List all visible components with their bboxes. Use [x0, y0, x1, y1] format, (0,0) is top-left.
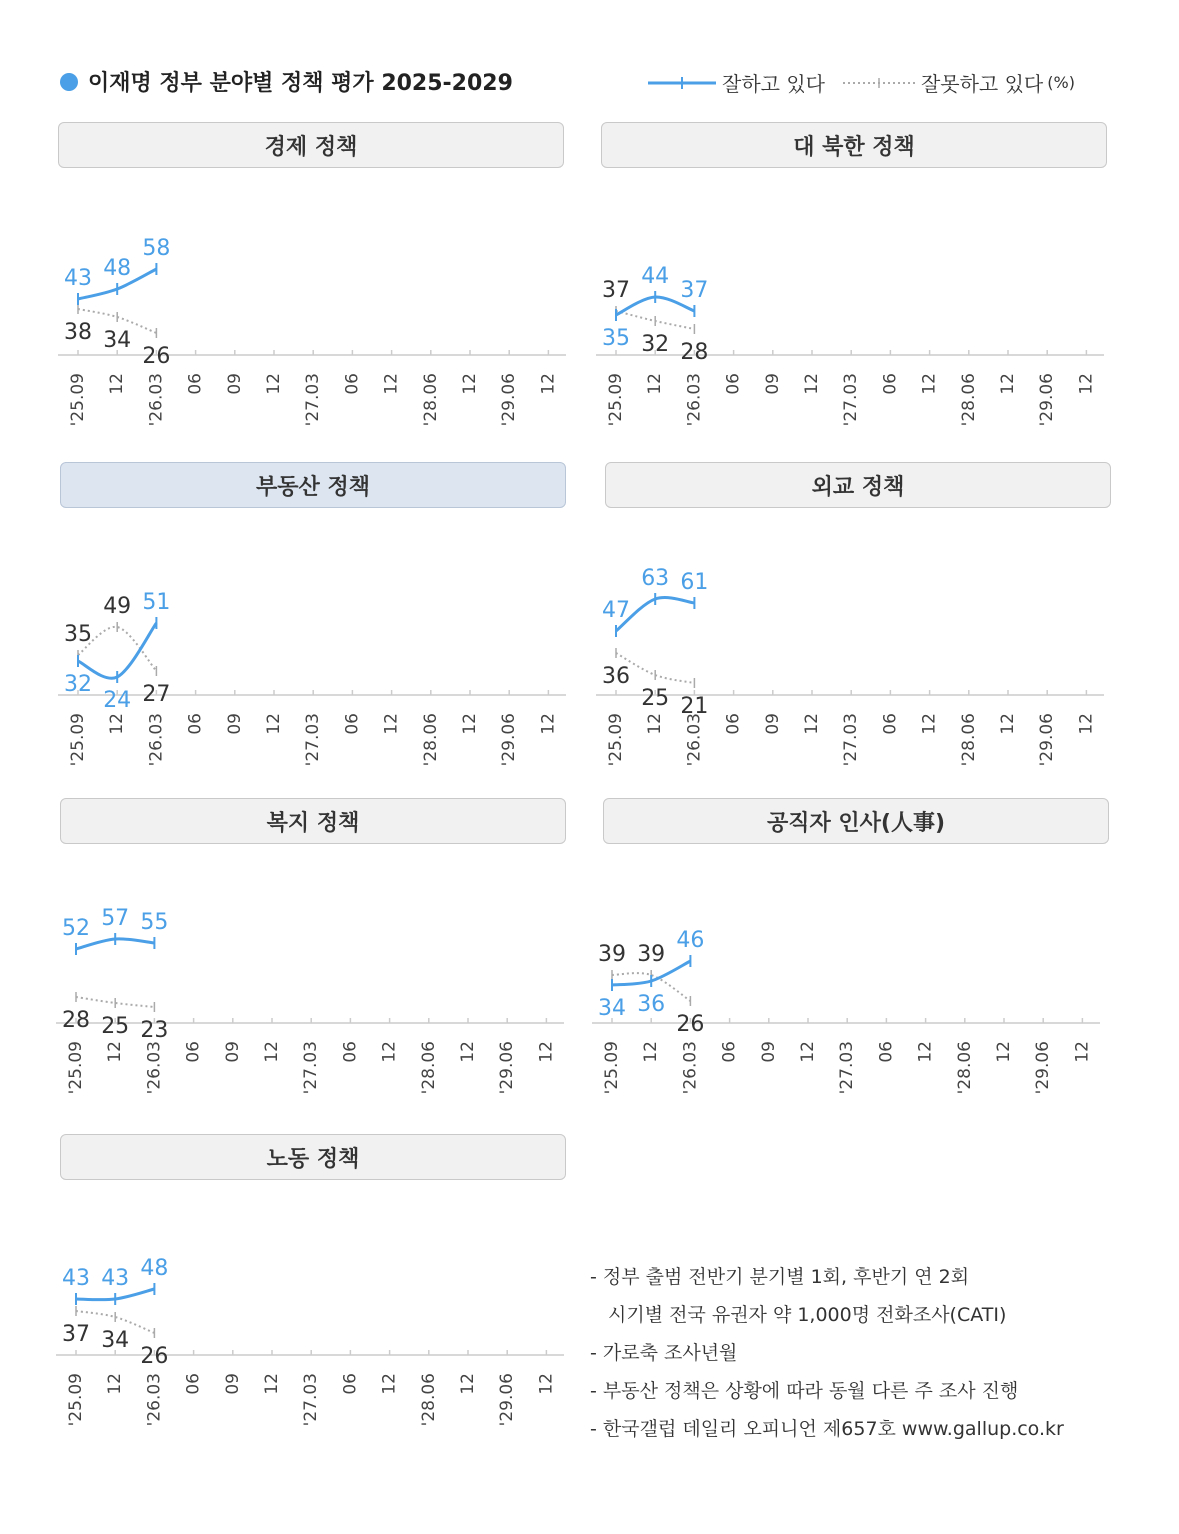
x-tick-label: 12 — [998, 373, 1018, 395]
x-tick-label: 06 — [342, 713, 363, 735]
footnote-line: - 한국갤럽 데일리 오피니언 제657호 www.gallup.co.kr — [590, 1418, 1064, 1440]
x-tick-label: '28.06 — [954, 1041, 975, 1095]
x-tick-label: 12 — [915, 1041, 936, 1063]
x-tick-label: 12 — [998, 713, 1018, 735]
legend-bad-line-icon — [841, 76, 917, 90]
chart-welfare — [56, 858, 566, 1108]
x-tick-label: '28.06 — [418, 1373, 439, 1427]
x-tick-label: '26.03 — [144, 1373, 165, 1427]
x-tick-label: 12 — [919, 373, 940, 395]
data-label-good: 43 — [62, 1266, 90, 1291]
panel-title-diplomacy: 외교 정책 — [605, 462, 1111, 508]
data-label-good: 52 — [62, 916, 90, 941]
x-tick-label: 09 — [762, 713, 783, 735]
x-tick-label: 12 — [381, 373, 402, 395]
x-tick-label: 09 — [222, 1373, 243, 1395]
x-tick-label: '29.06 — [1033, 1041, 1054, 1095]
legend-good-line-icon — [646, 76, 718, 90]
data-label-bad: 39 — [637, 942, 666, 967]
x-tick-label: '25.09 — [66, 1373, 86, 1427]
x-tick-label: 12 — [802, 713, 822, 735]
data-label-good: 36 — [637, 992, 666, 1017]
data-label-bad: 32 — [641, 332, 670, 357]
x-tick-label: 06 — [340, 1373, 361, 1395]
chart-appointments — [592, 858, 1102, 1108]
data-label-bad: 26 — [140, 1344, 169, 1369]
x-tick-label: '28.06 — [418, 1041, 439, 1095]
x-tick-label: 12 — [379, 1041, 400, 1063]
panel-title-economy: 경제 정책 — [58, 122, 564, 168]
footnote-line: - 정부 출범 전반기 분기별 1회, 후반기 연 2회 — [590, 1266, 970, 1288]
panel-title-north-korea: 대 북한 정책 — [601, 122, 1107, 168]
data-label-good: 24 — [103, 688, 132, 713]
x-tick-label: '27.03 — [303, 373, 324, 427]
x-tick-label: '25.09 — [66, 1041, 86, 1095]
x-tick-label: 06 — [185, 713, 206, 735]
x-tick-label: 12 — [379, 1373, 400, 1395]
x-tick-label: 12 — [538, 373, 559, 395]
data-label-bad: 21 — [680, 694, 709, 719]
title-dot-icon — [60, 73, 78, 91]
x-tick-label: '29.06 — [499, 713, 520, 767]
x-tick-label: 06 — [723, 373, 744, 395]
x-tick-label: '25.09 — [68, 713, 88, 767]
panel-title-appointments: 공직자 인사(人事) — [603, 798, 1109, 844]
data-label-good: 48 — [103, 256, 132, 281]
data-label-bad: 34 — [103, 328, 132, 353]
x-tick-label: 12 — [1076, 713, 1097, 735]
x-tick-label: 12 — [645, 373, 666, 395]
x-tick-label: 12 — [1076, 373, 1097, 395]
x-tick-label: 12 — [458, 1373, 478, 1395]
x-tick-label: '27.03 — [837, 1041, 858, 1095]
data-label-bad: 25 — [101, 1014, 130, 1039]
legend-bad-label: 잘못하고 있다 — [920, 72, 1044, 96]
footnotes — [590, 1258, 1170, 1448]
data-label-good: 32 — [64, 672, 92, 697]
chart-labor — [56, 1190, 566, 1440]
x-tick-label: '27.03 — [841, 373, 862, 427]
data-label-good: 58 — [142, 236, 171, 261]
data-label-good: 34 — [598, 996, 626, 1021]
x-tick-label: 12 — [107, 373, 128, 395]
x-tick-label: '28.06 — [958, 373, 979, 427]
x-tick-label: 12 — [262, 1041, 282, 1063]
x-tick-label: 12 — [105, 1041, 126, 1063]
x-tick-label: 06 — [342, 373, 363, 395]
x-tick-label: '28.06 — [420, 713, 441, 767]
x-tick-label: 09 — [224, 373, 245, 395]
chart-north-korea — [596, 190, 1106, 440]
chart-diplomacy — [596, 530, 1106, 780]
data-label-bad: 26 — [676, 1012, 705, 1037]
x-tick-label: '27.03 — [841, 713, 862, 767]
panel-title-labor: 노동 정책 — [60, 1134, 566, 1180]
data-label-good: 61 — [680, 570, 709, 595]
data-label-bad: 27 — [142, 682, 171, 707]
legend — [646, 68, 1075, 97]
x-tick-label: '26.03 — [146, 373, 167, 427]
footnote-line: 시기별 전국 유권자 약 1,000명 전화조사(CATI) — [608, 1304, 1007, 1326]
data-label-good: 37 — [680, 278, 709, 303]
data-label-good: 47 — [602, 598, 630, 623]
x-tick-label: '25.09 — [602, 1041, 622, 1095]
x-tick-label: 12 — [460, 373, 480, 395]
x-tick-label: '27.03 — [301, 1041, 322, 1095]
x-tick-label: '26.03 — [684, 713, 705, 767]
x-tick-label: 12 — [641, 1041, 662, 1063]
x-tick-label: 06 — [880, 373, 901, 395]
chart-title — [60, 66, 513, 97]
x-tick-label: 12 — [538, 713, 559, 735]
x-tick-label: 09 — [762, 373, 783, 395]
x-tick-label: 09 — [224, 713, 245, 735]
data-label-good: 46 — [676, 928, 705, 953]
x-tick-label: 12 — [105, 1373, 126, 1395]
x-tick-label: 12 — [264, 373, 284, 395]
data-label-good: 43 — [101, 1266, 130, 1291]
data-label-bad: 36 — [602, 664, 630, 689]
x-tick-label: '27.03 — [301, 1373, 322, 1427]
x-tick-label: 06 — [183, 1041, 204, 1063]
x-tick-label: 06 — [183, 1373, 204, 1395]
data-label-good: 63 — [641, 566, 670, 591]
x-tick-label: '26.03 — [144, 1041, 165, 1095]
x-tick-label: 12 — [798, 1041, 818, 1063]
x-tick-label: 12 — [458, 1041, 478, 1063]
x-tick-label: 06 — [876, 1041, 897, 1063]
x-tick-label: 12 — [381, 713, 402, 735]
x-tick-label: 12 — [1072, 1041, 1093, 1063]
x-tick-label: 06 — [340, 1041, 361, 1063]
x-tick-label: '26.03 — [680, 1041, 701, 1095]
chart-economy — [58, 190, 568, 440]
legend-good-label: 잘하고 있다 — [722, 72, 825, 96]
data-label-bad: 34 — [101, 1328, 130, 1353]
x-tick-label: '26.03 — [684, 373, 705, 427]
data-label-good: 35 — [602, 326, 630, 351]
chart-title-text: 이재명 정부 분야별 정책 평가 2025-2029 — [88, 71, 513, 96]
x-tick-label: '25.09 — [606, 713, 626, 767]
data-label-bad: 37 — [602, 278, 630, 303]
legend-unit: (%) — [1047, 73, 1075, 92]
x-tick-label: '26.03 — [146, 713, 167, 767]
x-tick-label: 09 — [222, 1041, 243, 1063]
x-tick-label: '29.06 — [1037, 373, 1058, 427]
x-tick-label: 12 — [262, 1373, 282, 1395]
x-tick-label: 12 — [994, 1041, 1014, 1063]
data-label-good: 57 — [101, 906, 130, 931]
footnote-line: - 부동산 정책은 상황에 따라 동월 다른 주 조사 진행 — [590, 1380, 1019, 1402]
data-label-bad: 49 — [103, 594, 132, 619]
data-label-good: 44 — [641, 264, 670, 289]
data-label-bad: 37 — [62, 1322, 90, 1347]
data-label-good: 51 — [142, 590, 171, 615]
x-tick-label: 06 — [880, 713, 901, 735]
data-label-bad: 23 — [140, 1018, 169, 1043]
data-label-bad: 25 — [641, 686, 670, 711]
x-tick-label: '29.06 — [1037, 713, 1058, 767]
x-tick-label: '29.06 — [497, 1373, 518, 1427]
data-label-good: 55 — [140, 910, 169, 935]
data-label-bad: 35 — [64, 622, 92, 647]
x-tick-label: '27.03 — [303, 713, 324, 767]
x-tick-label: 06 — [723, 713, 744, 735]
x-tick-label: '29.06 — [499, 373, 520, 427]
data-label-good: 43 — [64, 266, 92, 291]
x-tick-label: 09 — [758, 1041, 779, 1063]
x-tick-label: 12 — [802, 373, 822, 395]
x-tick-label: 12 — [919, 713, 940, 735]
data-label-bad: 39 — [598, 942, 626, 967]
x-tick-label: '25.09 — [606, 373, 626, 427]
x-tick-label: '25.09 — [68, 373, 88, 427]
x-tick-label: '29.06 — [497, 1041, 518, 1095]
data-label-bad: 28 — [62, 1008, 90, 1033]
x-tick-label: '28.06 — [420, 373, 441, 427]
data-label-bad: 26 — [142, 344, 171, 369]
x-tick-label: 12 — [645, 713, 666, 735]
panel-title-real-estate: 부동산 정책 — [60, 462, 566, 508]
x-tick-label: 12 — [107, 713, 128, 735]
x-tick-label: 06 — [719, 1041, 740, 1063]
x-tick-label: 12 — [536, 1041, 557, 1063]
x-tick-label: 06 — [185, 373, 206, 395]
x-tick-label: 12 — [536, 1373, 557, 1395]
x-tick-label: 12 — [460, 713, 480, 735]
data-label-good: 48 — [140, 1256, 169, 1281]
x-tick-label: 12 — [264, 713, 284, 735]
footnote-line: - 가로축 조사년월 — [590, 1342, 738, 1364]
data-label-bad: 28 — [680, 340, 709, 365]
data-label-bad: 38 — [64, 320, 92, 345]
x-tick-label: '28.06 — [958, 713, 979, 767]
chart-real-estate — [58, 530, 568, 780]
panel-title-welfare: 복지 정책 — [60, 798, 566, 844]
